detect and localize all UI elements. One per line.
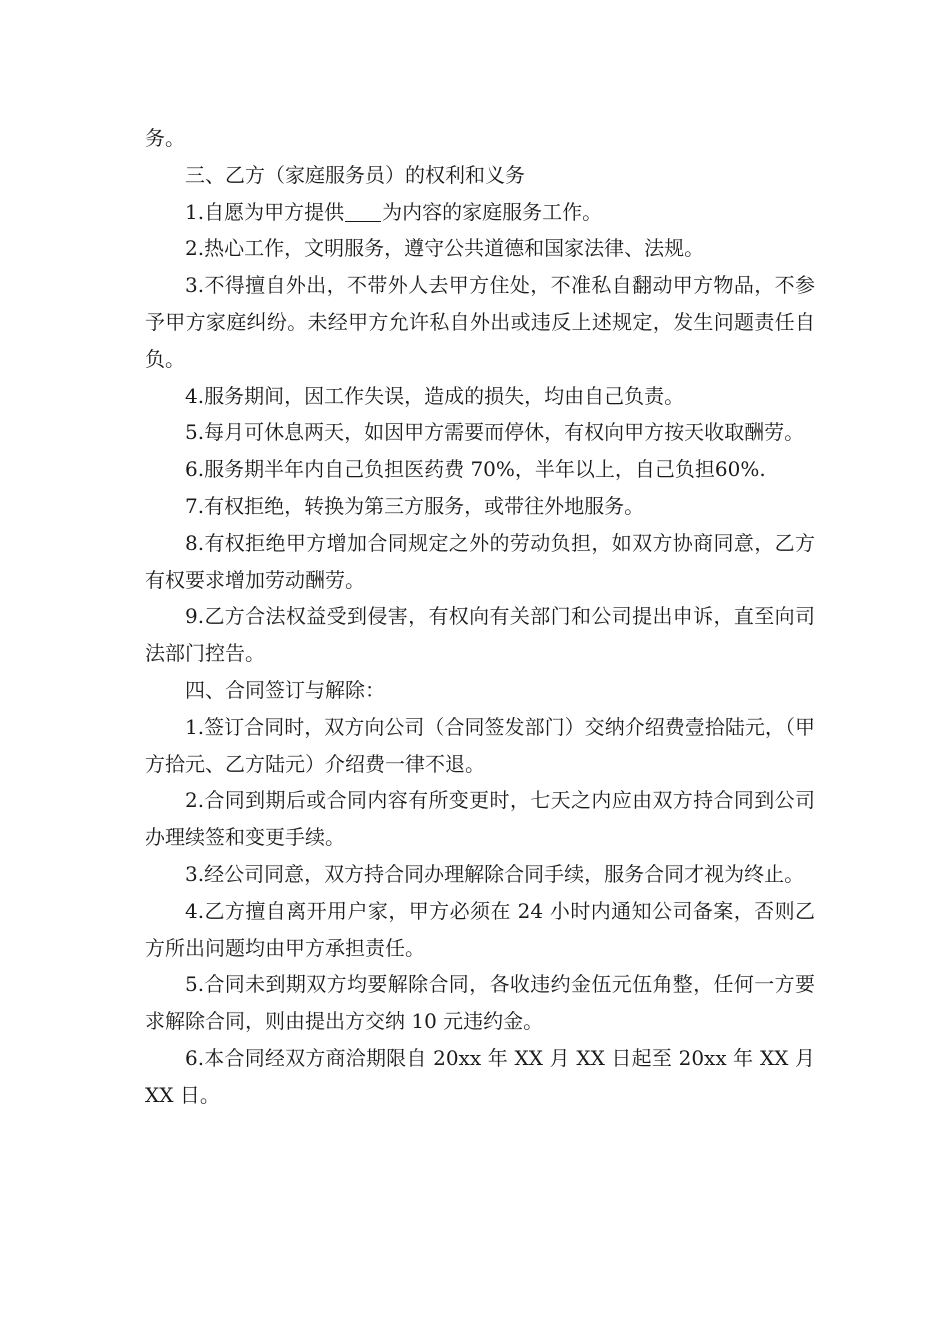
section-heading-three: 三、乙方（家庭服务员）的权利和义务 — [185, 162, 525, 187]
clause-4-5: 5.合同未到期双方均要解除合同，各收违约金伍元伍角整，任何一方要求解除合同，则由提出方交纳 10 元违约金。 — [145, 972, 815, 1034]
document-body — [145, 120, 815, 1114]
clause-3-3: 3.不得擅自外出，不带外人去甲方住处，不准私自翻动甲方物品，不参予甲方家庭纠纷。未经甲方允许私自外出或违反上述规定，发生问题责任自负。 — [145, 273, 815, 371]
clause-4-3: 3.经公司同意，双方持合同办理解除合同手续，服务合同才视为终止。 — [185, 861, 805, 886]
clause-3-4: 4.服务期间，因工作失误，造成的损失，均由自己负责。 — [185, 383, 685, 408]
clause-3-2: 2.热心工作，文明服务，遵守公共道德和国家法律、法规。 — [185, 236, 705, 261]
clause-3-7: 7.有权拒绝，转换为第三方服务，或带往外地服务。 — [185, 493, 645, 518]
clause-3-5: 5.每月可休息两天，如因甲方需要而停休，有权向甲方按天收取酬劳。 — [185, 420, 805, 445]
clause-3-9: 9.乙方合法权益受到侵害，有权向有关部门和公司提出申诉，直至向司法部门控告。 — [145, 604, 815, 666]
section-heading-four: 四、合同签订与解除： — [185, 677, 385, 702]
clause-3-1-before: 1.自愿为甲方提供 — [185, 199, 345, 224]
clause-3-6: 6.服务期半年内自己负担医药费 70%，半年以上，自己负担60%. — [185, 457, 766, 482]
clause-3-1 — [145, 194, 815, 231]
clause-3-1-after: 为内容的家庭服务工作。 — [382, 199, 603, 224]
fill-in-blank — [345, 201, 381, 222]
clause-4-4: 4.乙方擅自离开用户家，甲方必须在 24 小时内通知公司备案，否则乙方所出问题均由甲方承担责任。 — [145, 898, 815, 960]
paragraph-continuation: 务。 — [145, 126, 185, 150]
clause-4-1: 1.签订合同时，双方向公司（合同签发部门）交纳介绍费壹拾陆元，（甲方拾元、乙方陆元）介绍费一律不退。 — [145, 714, 815, 776]
clause-3-8: 8.有权拒绝甲方增加合同规定之外的劳动负担，如双方协商同意，乙方有权要求增加劳动酬劳。 — [145, 530, 815, 592]
clause-4-2: 2.合同到期后或合同内容有所变更时，七天之内应由双方持合同到公司办理续签和变更手续。 — [145, 788, 815, 850]
clause-4-6: 6.本合同经双方商洽期限自 20xx 年 XX 月 XX 日起至 20xx 年 XX 月 XX 日。 — [145, 1045, 815, 1107]
